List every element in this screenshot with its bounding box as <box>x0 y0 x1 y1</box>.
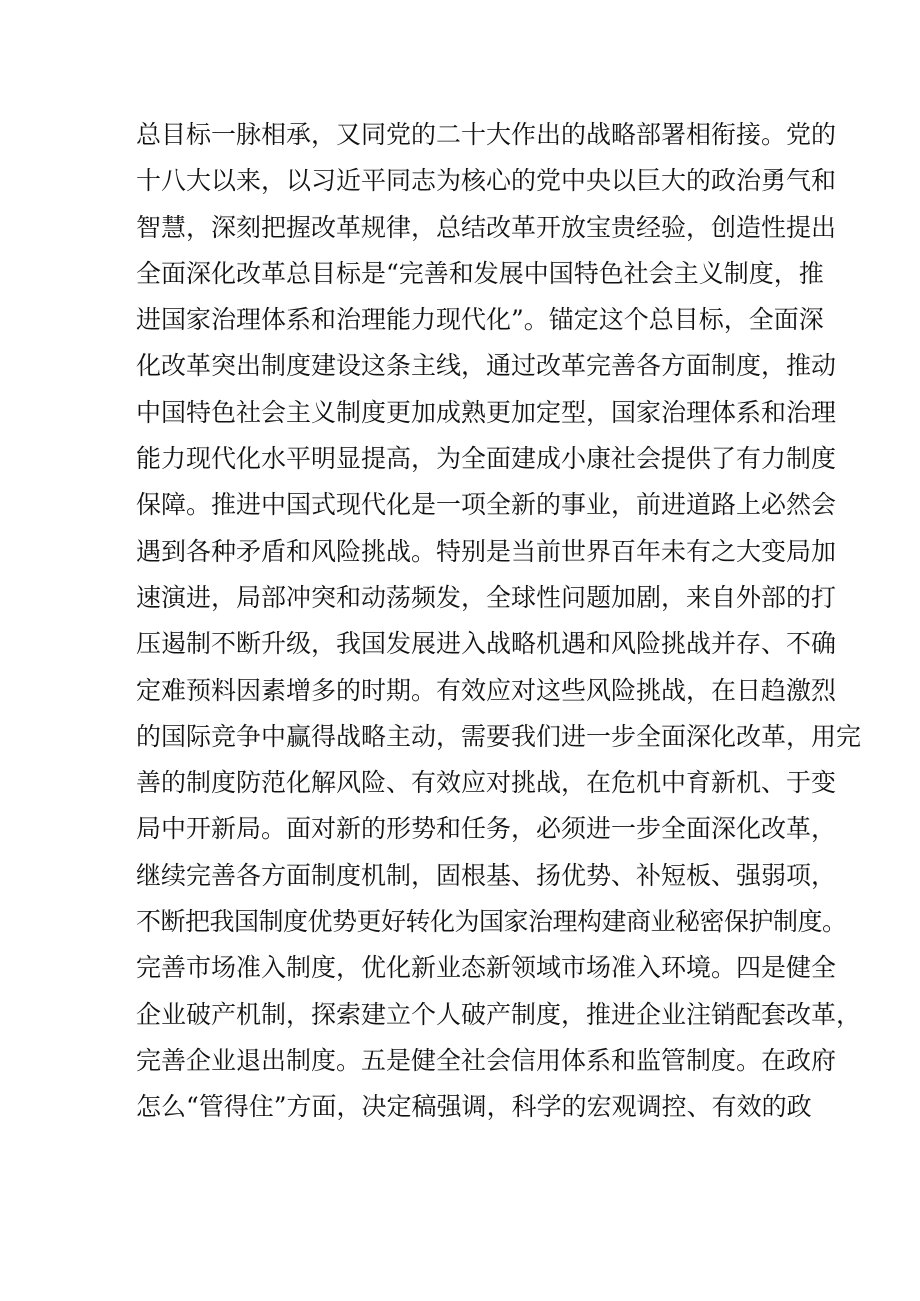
text-line: 完善市场准入制度，优化新业态新领域市场准入环境。四是健全 <box>136 953 837 983</box>
text-line: 智慧，深刻把握改革规律，总结改革开放宝贵经验，创造性提出 <box>136 212 837 242</box>
text-line: 化改革突出制度建设这条主线，通过改革完善各方面制度，推动 <box>136 351 837 381</box>
text-line: 继续完善各方面制度机制，固根基、扬优势、补短板、强弱项， <box>136 860 837 890</box>
text-line: 不断把我国制度优势更好转化为国家治理构建商业秘密保护制度。 <box>136 907 847 937</box>
text-line: 十八大以来，以习近平同志为核心的党中央以巨大的政治勇气和 <box>136 166 837 196</box>
text-line: 企业破产机制，探索建立个人破产制度，推进企业注销配套改革， <box>136 999 862 1029</box>
text-line: 遇到各种矛盾和风险挑战。特别是当前世界百年未有之大变局加 <box>136 536 837 566</box>
text-line: 完善企业退出制度。五是健全社会信用体系和监管制度。在政府 <box>136 1045 837 1075</box>
text-line: 全面深化改革总目标是“完善和发展中国特色社会主义制度，推 <box>136 258 824 288</box>
text-line: 保障。推进中国式现代化是一项全新的事业，前进道路上必然会 <box>136 490 837 520</box>
text-line: 中国特色社会主义制度更加成熟更加定型，国家治理体系和治理 <box>136 397 837 427</box>
text-line: 速演进，局部冲突和动荡频发，全球性问题加剧，来自外部的打 <box>136 582 837 612</box>
text-line: 定难预料因素增多的时期。有效应对这些风险挑战，在日趋激烈 <box>136 675 837 705</box>
text-line: 能力现代化水平明显提高，为全面建成小康社会提供了有力制度 <box>136 444 837 474</box>
text-line: 善的制度防范化解风险、有效应对挑战，在危机中育新机、于变 <box>136 768 837 798</box>
text-line: 局中开新局。面对新的形势和任务，必须进一步全面深化改革， <box>136 814 837 844</box>
text-line: 进国家治理体系和治理能力现代化”。锚定这个总目标，全面深 <box>136 305 824 335</box>
text-line: 压遏制不断升级，我国发展进入战略机遇和风险挑战并存、不确 <box>136 629 837 659</box>
text-line: 的国际竞争中赢得战略主动，需要我们进一步全面深化改革，用完 <box>136 721 862 751</box>
text-line: 怎么“管得住”方面，决定稿强调，科学的宏观调控、有效的政 <box>136 1092 812 1122</box>
body-text <box>136 112 862 1131</box>
text-line: 总目标一脉相承，又同党的二十大作出的战略部署相衔接。党的 <box>136 120 837 149</box>
